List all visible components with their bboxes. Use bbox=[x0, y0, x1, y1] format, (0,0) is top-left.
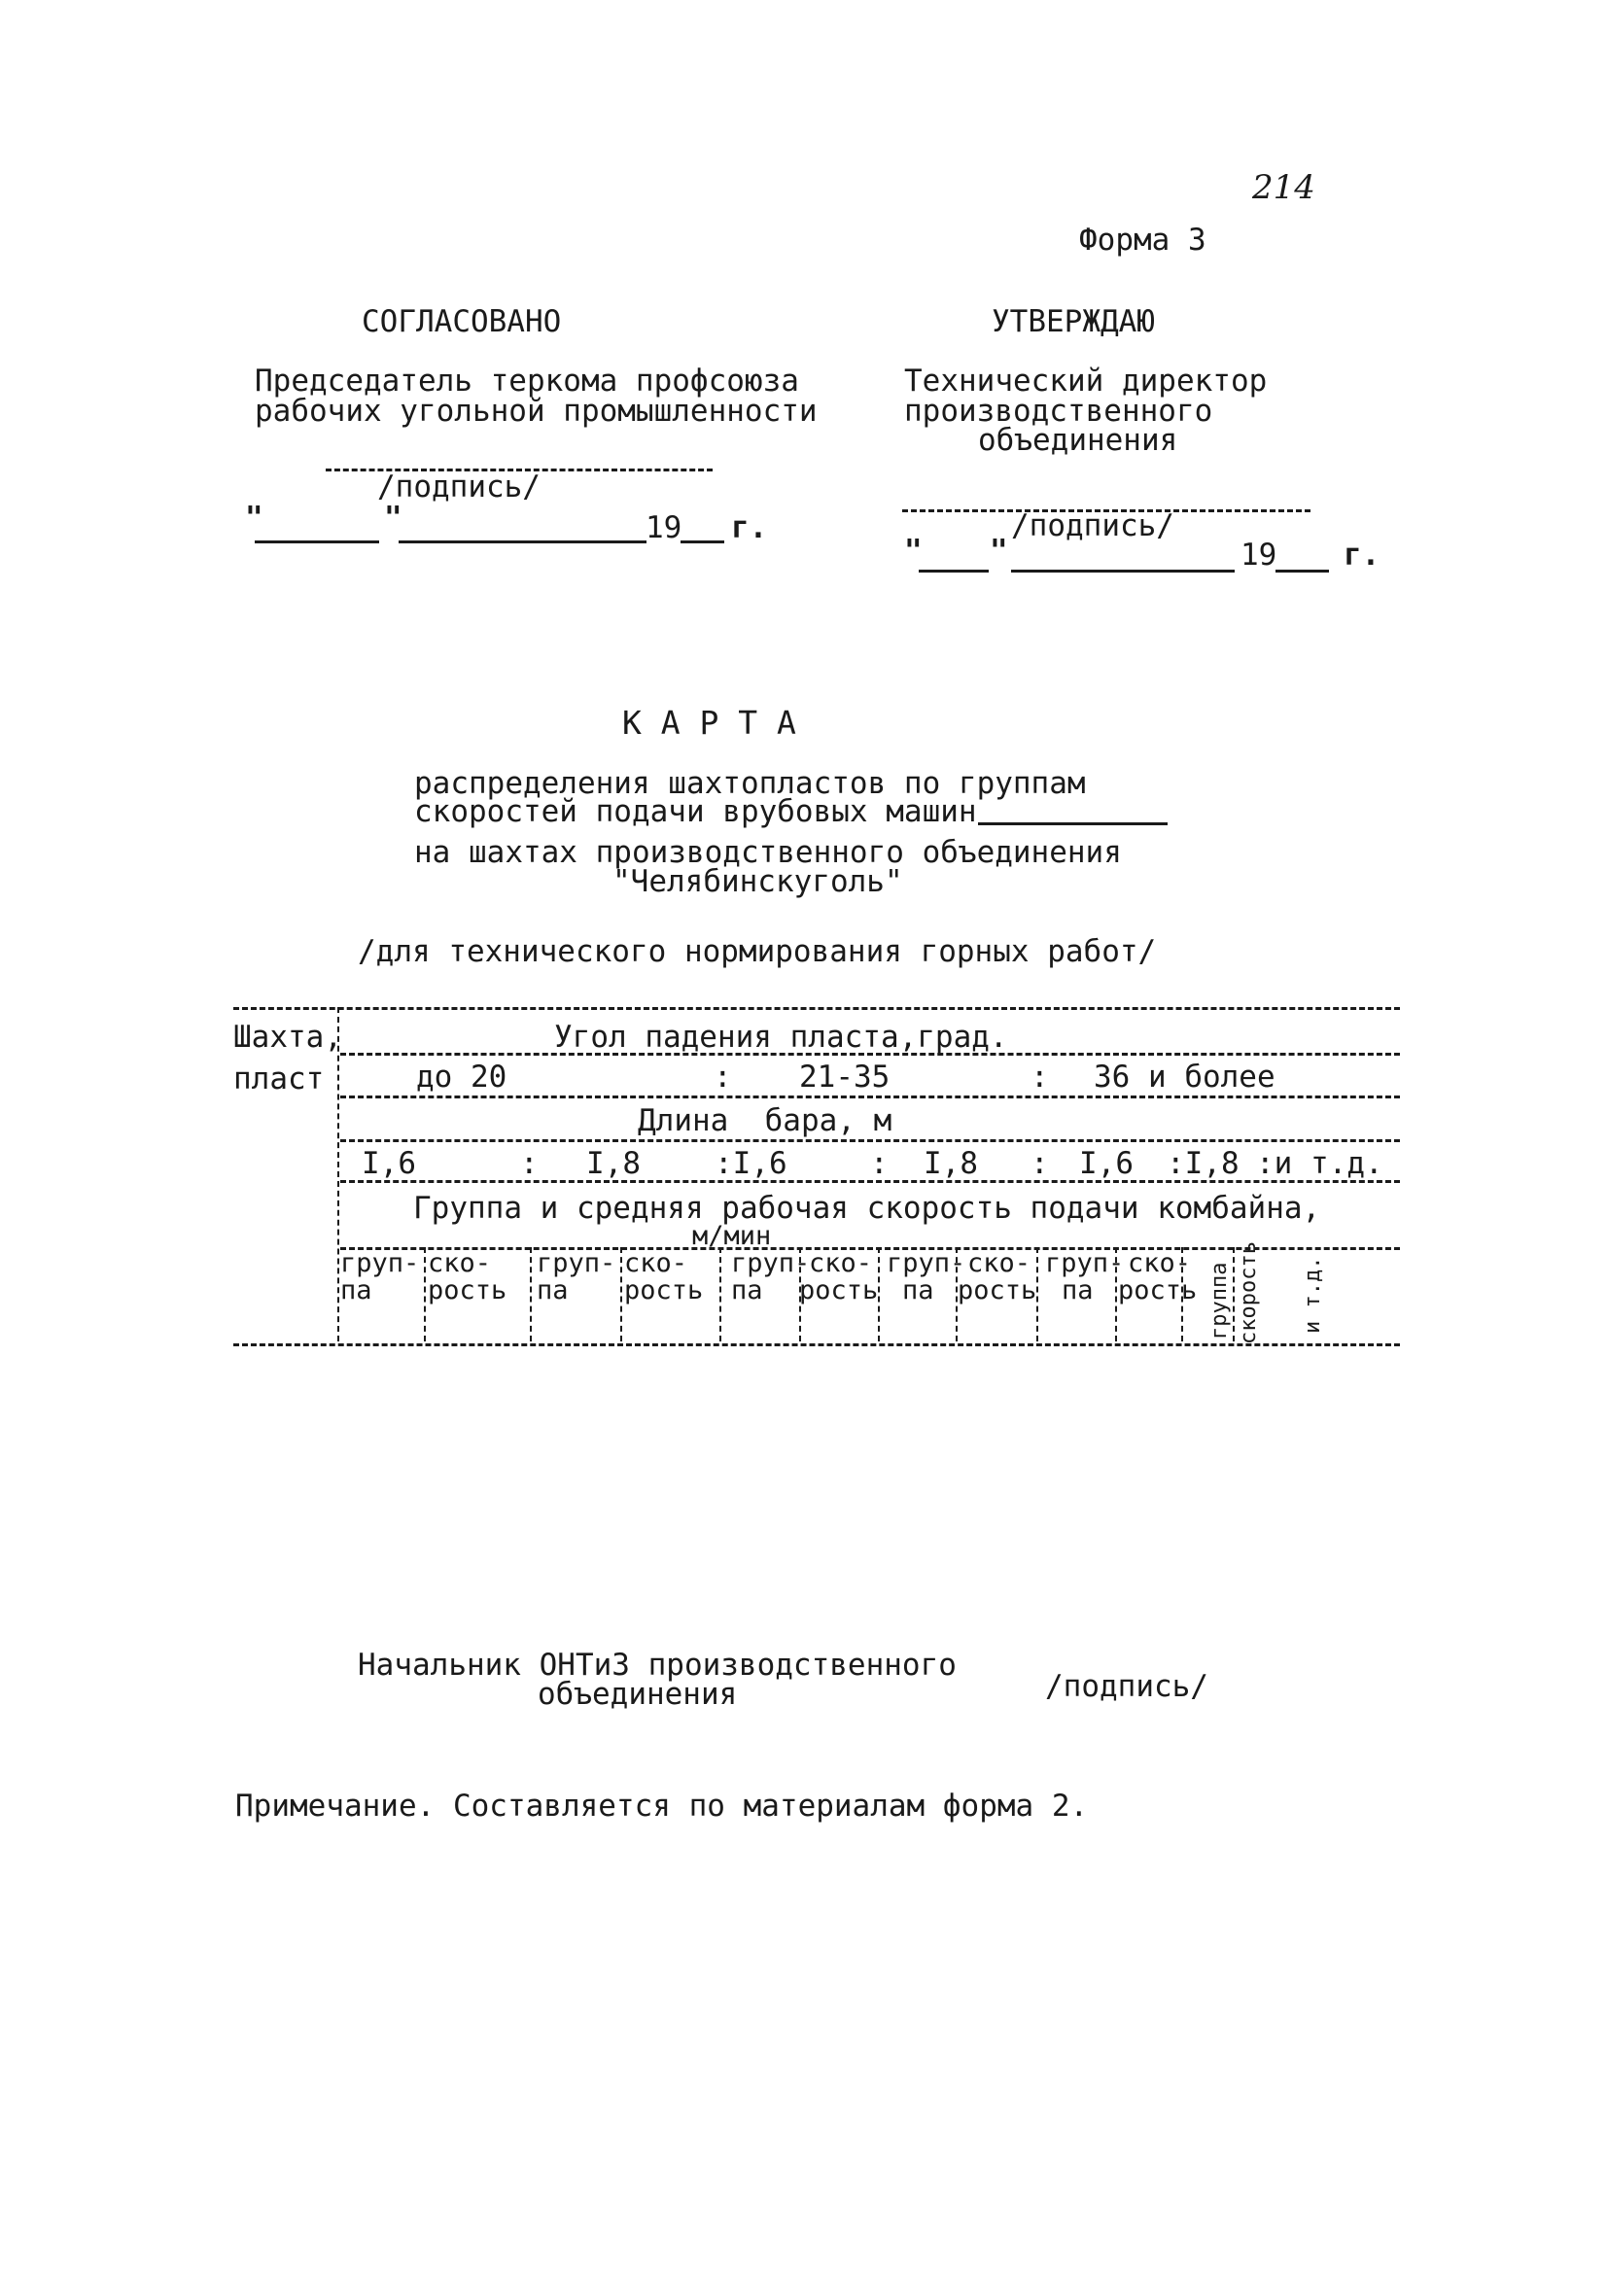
sub-col-7-top: груп- bbox=[887, 1248, 966, 1278]
title-line-1: распределения шахтопластов по группам bbox=[414, 766, 1086, 801]
sub-col-3-top: груп- bbox=[537, 1248, 616, 1278]
sub-col-8-top: ско- bbox=[967, 1248, 1031, 1278]
right-signature: /подпись/ bbox=[1011, 508, 1174, 543]
sub-divider-7 bbox=[956, 1247, 958, 1341]
sub-divider-9 bbox=[1115, 1247, 1117, 1341]
bar-header: Длина бара, м bbox=[638, 1103, 892, 1138]
angle-row-line bbox=[340, 1096, 1400, 1098]
group-header-line-2: м/мин bbox=[692, 1221, 772, 1251]
angle-header-line bbox=[340, 1053, 1400, 1056]
sub-col-10-bottom: рость bbox=[1118, 1275, 1198, 1305]
left-line-2: рабочих угольной промышленности bbox=[255, 394, 818, 429]
sub-col-6-bottom: рость bbox=[799, 1275, 879, 1305]
right-line-1: Технический директор bbox=[904, 364, 1268, 399]
title-purpose: /для технического нормирования горных работ/ bbox=[358, 934, 1157, 969]
chief-signature: /подпись/ bbox=[1045, 1669, 1208, 1704]
vertical-col-group: группа bbox=[1207, 1262, 1232, 1339]
sub-col-7-bottom: па bbox=[902, 1275, 934, 1305]
sub-col-2-bottom: рость bbox=[428, 1275, 507, 1305]
sub-divider-2 bbox=[530, 1247, 532, 1341]
sub-divider-3 bbox=[620, 1247, 622, 1341]
sub-col-4-top: ско- bbox=[624, 1248, 688, 1278]
table-top-line bbox=[233, 1007, 1400, 1010]
sub-col-1-bottom: па bbox=[340, 1275, 372, 1305]
bar-length-2: I,8 bbox=[586, 1146, 641, 1181]
left-signature: /подпись/ bbox=[377, 470, 541, 504]
sub-col-3-bottom: па bbox=[537, 1275, 569, 1305]
angle-group-2: 21-35 bbox=[799, 1060, 891, 1095]
bar-sep-1: : bbox=[520, 1146, 539, 1181]
vertical-col-etc: и т.д. bbox=[1301, 1256, 1325, 1334]
right-date-suffix: г. bbox=[1344, 538, 1380, 573]
angle-sep-2: : bbox=[1031, 1060, 1049, 1095]
sub-col-1-top: груп- bbox=[340, 1248, 420, 1278]
bar-length-4: I,8 bbox=[924, 1146, 978, 1181]
sub-col-4-bottom: рость bbox=[624, 1275, 704, 1305]
sub-divider-5 bbox=[799, 1247, 801, 1341]
title-line-4: "Челябинскуголь" bbox=[612, 864, 903, 899]
left-year-line bbox=[681, 540, 724, 543]
sub-col-5-bottom: па bbox=[731, 1275, 763, 1305]
left-day-line bbox=[255, 540, 379, 543]
sub-divider-10 bbox=[1181, 1247, 1183, 1341]
sub-col-5-top: груп- bbox=[731, 1248, 811, 1278]
angle-header: Угол падения пласта,град. bbox=[554, 1020, 1008, 1055]
sub-divider-6 bbox=[878, 1247, 880, 1341]
chief-line-1: Начальник ОНТиЗ производственного bbox=[358, 1648, 957, 1683]
col-seam: пласт bbox=[233, 1061, 325, 1096]
left-date-suffix: г. bbox=[731, 510, 768, 545]
right-date-year: 19 bbox=[1240, 538, 1277, 573]
chief-line-2: объединения bbox=[538, 1677, 738, 1712]
col-mine: Шахта, bbox=[233, 1020, 342, 1055]
bar-length-1: I,6 bbox=[362, 1146, 416, 1181]
title-line-3: на шахтах производственного объединения bbox=[414, 835, 1122, 870]
bar-length-5: I,6 bbox=[1079, 1146, 1134, 1181]
bar-header-line bbox=[340, 1139, 1400, 1142]
right-line-2: производственного bbox=[904, 394, 1213, 429]
left-date-quote-close: " bbox=[384, 501, 402, 536]
sub-divider-8 bbox=[1036, 1247, 1038, 1341]
bar-row-line bbox=[340, 1180, 1400, 1183]
right-year-line bbox=[1275, 570, 1329, 573]
sub-col-9-bottom: па bbox=[1062, 1275, 1094, 1305]
title-line-2: скоростей подачи врубовых машин bbox=[414, 794, 977, 829]
left-date-year: 19 bbox=[646, 510, 682, 545]
sub-col-6-top: ско- bbox=[809, 1248, 873, 1278]
left-date-quote-open: " bbox=[245, 501, 263, 536]
group-header-line-1: Группа и средняя рабочая скорость подачи комбайна, bbox=[413, 1191, 1321, 1226]
left-month-line bbox=[399, 540, 646, 543]
right-heading: УТВЕРЖДАЮ bbox=[992, 304, 1155, 339]
note: Примечание. Составляется по материалам форма 2. bbox=[235, 1789, 1089, 1824]
sub-col-2-top: ско- bbox=[428, 1248, 492, 1278]
vertical-col-speed: скорость bbox=[1237, 1241, 1261, 1344]
sub-col-8-bottom: рость bbox=[958, 1275, 1037, 1305]
bar-sep-2: : bbox=[870, 1146, 889, 1181]
right-line-3: объединения bbox=[978, 423, 1178, 458]
left-heading: СОГЛАСОВАНО bbox=[362, 304, 562, 339]
angle-group-1: до 20 bbox=[416, 1060, 507, 1095]
sub-divider-1 bbox=[424, 1247, 426, 1341]
machine-blank-line bbox=[978, 822, 1168, 825]
bar-etc: :и т.д. bbox=[1256, 1146, 1383, 1181]
bar-sep-3: : bbox=[1031, 1146, 1049, 1181]
angle-sep-1: : bbox=[714, 1060, 732, 1095]
bar-length-6: :I,8 bbox=[1167, 1146, 1240, 1181]
right-date-quote-close: " bbox=[990, 534, 1008, 569]
table-bottom-line bbox=[233, 1343, 1400, 1346]
form-label: Форма 3 bbox=[1079, 223, 1206, 258]
sub-divider-11 bbox=[1233, 1247, 1235, 1341]
angle-group-3: 36 и более bbox=[1094, 1060, 1275, 1095]
table-mine-divider bbox=[337, 1007, 339, 1341]
left-line-1: Председатель теркома профсоюза bbox=[255, 364, 799, 399]
title-main: К А Р Т А bbox=[622, 704, 796, 742]
sub-col-10-top: ско- bbox=[1128, 1248, 1192, 1278]
right-day-line bbox=[919, 570, 989, 573]
right-date-quote-open: " bbox=[904, 534, 923, 569]
bar-length-3: :I,6 bbox=[715, 1146, 787, 1181]
sub-divider-4 bbox=[719, 1247, 721, 1341]
right-month-line bbox=[1011, 570, 1235, 573]
page-number: 214 bbox=[1252, 168, 1315, 207]
sub-col-9-top: груп- bbox=[1045, 1248, 1125, 1278]
